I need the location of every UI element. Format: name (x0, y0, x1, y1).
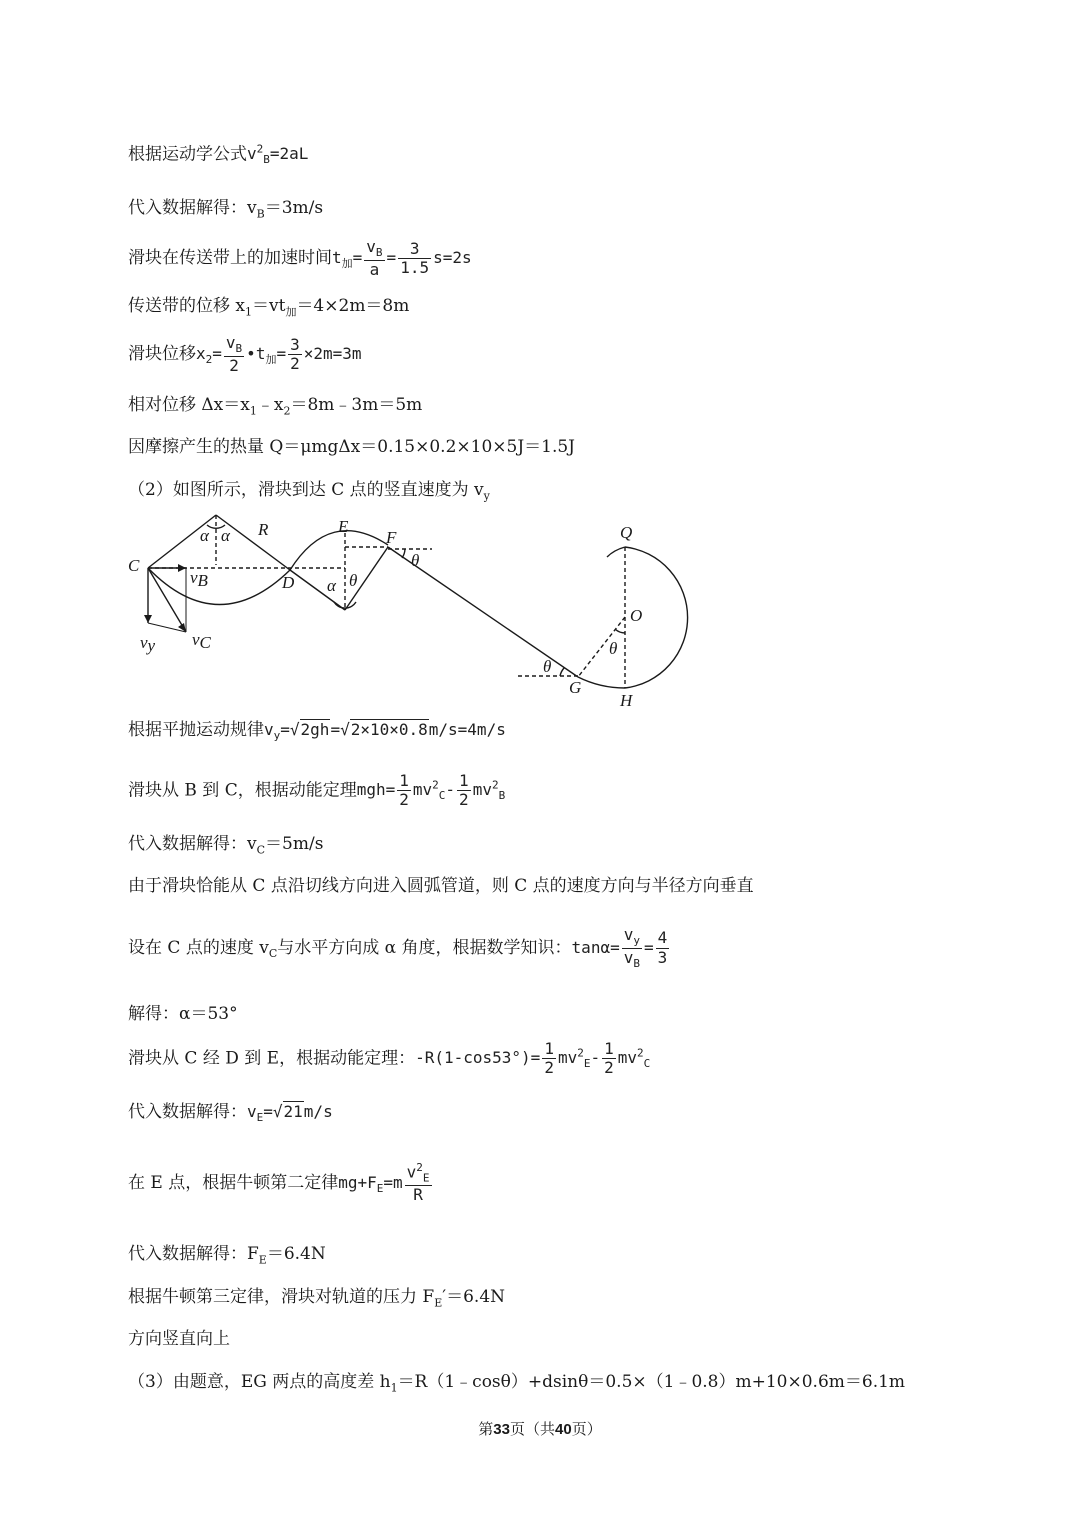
text-line-5: 滑块位移$x_2=$ $\frac{v_B}{2}$ $•t_加=$ $\frac{3}{2}$ ×2m=3m (128, 333, 362, 375)
label-theta-o: θ (609, 639, 618, 658)
label-theta-f: θ (411, 551, 420, 570)
text-line-10: 滑块从 B 到 C，根据动能定理mgh= $\frac{1}{2}$ $mv^2_C-$ $\frac{1}{2}$ $mv^2_B$ (128, 771, 506, 810)
text-line-17: 在 E 点，根据牛顿第二定律$mg+F_E=m$ $\frac{v^2_E}{R}$ (128, 1162, 434, 1205)
text-line-15: 滑块从 C 经 D 到 E，根据动能定理：-R(1-cos53°)= $\frac{1}{2}$ $mv^2_E-$ $\frac{1}{2}$ $mv^2_C$ (128, 1039, 651, 1078)
label-alpha-right: α (221, 526, 230, 545)
text-line-3: 滑块在传送带上的加速时间$t_加=$ $\frac{v_B}{a}$ = $\frac{3}{1.5}$ s=2s (128, 237, 472, 279)
current-page-number: 33 (493, 1421, 510, 1438)
formula-vy: $v_y=√2gh=√2\times 10\times 0.8m/s=4m/s$ (264, 720, 506, 743)
label-f: F (386, 528, 397, 547)
text-line-11: 代入数据解得：$v_C=5m/s$ (128, 834, 324, 857)
total-pages-number: 40 (555, 1421, 572, 1438)
text-line-21: （3）由题意，EG 两点的高度差 $h_1=R(1﹣\cos\theta)+dsin\theta=0.5\times(1﹣0.8)m+10\times 0.6m=6.1m$ (128, 1372, 906, 1395)
text-line-16: 代入数据解得：$v_E=√21m/s$ (128, 1102, 333, 1125)
formula-newton-e: $mg+F_E=m$ $\frac{v^2_E}{R}$ (338, 1161, 430, 1205)
text-line-1: 根据运动学公式$v^2_B=2aL$ (128, 143, 309, 167)
o-g-dashed (578, 617, 625, 677)
label-g: G (569, 678, 582, 697)
label-alpha-left: α (200, 526, 209, 545)
vb-arrowhead (178, 564, 186, 572)
label-r: R (258, 520, 269, 539)
page-footer: 第33页（共40页） (478, 1420, 602, 1438)
angle-arc-theta-g (560, 668, 564, 676)
text-line-4: 传送带的位移 $x_1=vt_加=4\times 2m=8m$ (128, 296, 410, 319)
label-d: D (282, 573, 295, 592)
text-line-13: 设在 C 点的速度 $v_C$与水平方向成 α 角度，根据数学知识：tanα= $\frac{v_y}{v_B}$ = $\frac{4}{3}$ (128, 926, 671, 971)
trajectory-diagram (120, 505, 720, 710)
vc-arrow (148, 568, 186, 632)
label-o: O (630, 606, 643, 625)
label-c: C (128, 556, 140, 575)
formula-t-acc: $t_加=$ $\frac{v_B}{a}$ = $\frac{3}{1.5}$ s=2s (332, 237, 472, 279)
text-line-8: （2）如图所示，滑块到达 C 点的竖直速度为 $v_y$ (128, 480, 490, 503)
text-line-6: 相对位移 $\Delta x=x_1﹣x_2=8m﹣3m=5m$ (128, 395, 423, 418)
arc-c-d (148, 568, 290, 605)
radius-line-d-lower (290, 570, 345, 610)
text-line-19: 根据牛顿第三定律，滑块对轨道的压力 $F_E'=6.4N$ (128, 1287, 506, 1310)
label-alpha-bottom: α (327, 576, 336, 595)
label-theta-e: θ (349, 571, 358, 590)
label-h: H (620, 691, 633, 710)
label-q: Q (620, 523, 633, 542)
text-line-14: 解得：α＝53° (128, 1004, 238, 1024)
angle-arc-theta-o (615, 629, 625, 633)
formula-vb-squared: $v^2_B=2aL$ (247, 143, 309, 167)
label-theta-g: θ (543, 657, 552, 676)
label-vb: vB (190, 568, 208, 590)
formula-energy-ce: -R(1-cos53°)= $\frac{1}{2}$ $mv^2_E-$ $\frac{1}{2}$ $mv^2_C$ (415, 1039, 651, 1078)
text-line-20: 方向竖直向上 (128, 1329, 230, 1349)
vy-arrowhead (144, 615, 152, 623)
formula-tan-alpha: tanα= $\frac{v_y}{v_B}$ = $\frac{4}{3}$ (571, 925, 668, 971)
text-line-7: 因摩擦产生的热量 Q＝μmgΔx＝0.15×0.2×10×5J＝1.5J (128, 437, 575, 457)
label-e: E (338, 517, 349, 536)
label-vc: vC (192, 630, 211, 652)
arc-d-e-f (290, 531, 388, 570)
formula-ve: $v_E=√21m/s$ (247, 1102, 333, 1125)
angle-arc-theta-f (402, 549, 405, 558)
arc-g-h (578, 677, 625, 688)
text-line-9: 根据平抛运动规律$v_y=√2gh=√2\times 10\times 0.8m/s=4m/s$ (128, 720, 506, 743)
text-line-2: 代入数据解得：$v_B=3m/s$ (128, 198, 324, 221)
formula-energy-bc: mgh= $\frac{1}{2}$ $mv^2_C-$ $\frac{1}{2}$ $mv^2_B$ (356, 771, 506, 810)
loop-arc-q-end (607, 547, 625, 557)
label-vy: vy (140, 633, 156, 655)
text-line-12: 由于滑块恰能从 C 点沿切线方向进入圆弧管道，则 C 点的速度方向与半径方向垂直 (128, 876, 754, 896)
formula-x2: $x_2=$ $\frac{v_B}{2}$ $•t_加=$ $\frac{3}{2}$ ×2m=3m (196, 333, 362, 375)
text-line-18: 代入数据解得：$F_E=6.4N$ (128, 1244, 326, 1267)
